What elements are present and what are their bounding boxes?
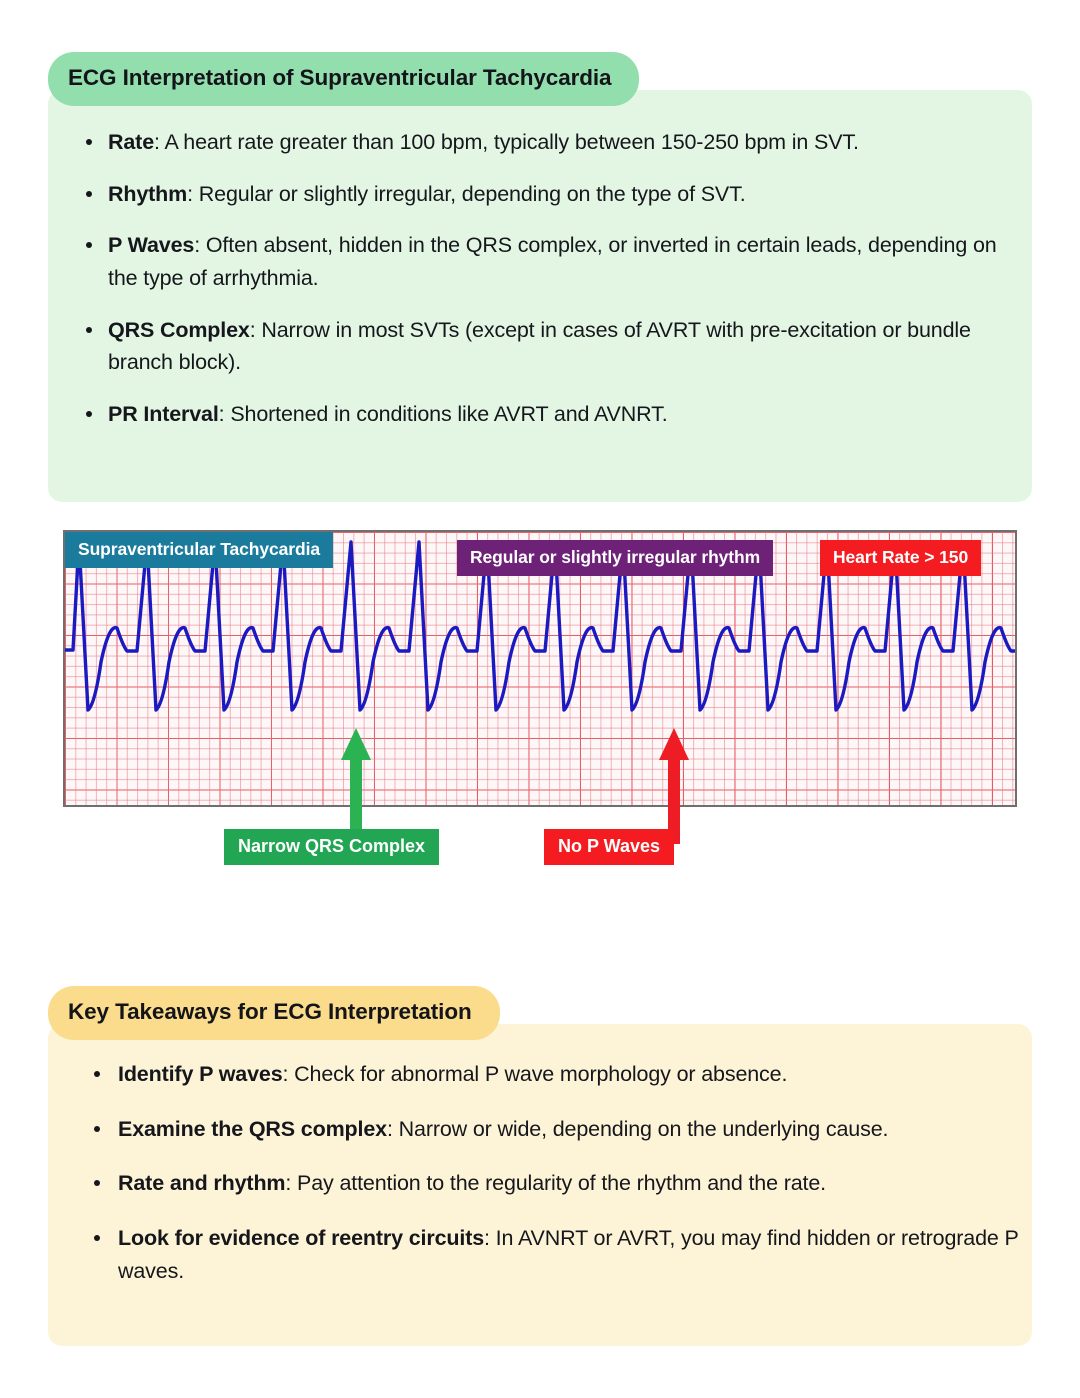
svt-interpretation-card	[48, 52, 1032, 502]
bullet-text: : Check for abnormal P wave morphology or absence.	[282, 1062, 788, 1086]
list-item	[74, 178, 1020, 211]
bullet-text: : Narrow or wide, depending on the underlying cause.	[386, 1116, 889, 1141]
bullet-text: : Shortened in conditions like AVRT and AVNRT.	[218, 402, 668, 427]
bullet-lead: Examine the QRS complex	[118, 1116, 387, 1141]
svt-card-title: ECG Interpretation of Supraventricular Tachycardia	[48, 52, 639, 106]
bullet-lead: Rate and rhythm	[118, 1171, 286, 1196]
bullet-lead: P Waves	[108, 233, 195, 258]
bullet-text: : Pay attention to the regularity of the rhythm and the rate.	[285, 1171, 827, 1196]
takeaways-card-title: Key Takeaways for ECG Interpretation	[48, 986, 500, 1040]
callout-no-p-waves: No P Waves	[544, 829, 674, 865]
bullet-text: : Narrow in most SVTs (except in cases of AVRT with pre-excitation or bundle branch block).	[108, 317, 971, 375]
takeaways-bullet-list	[74, 1058, 1030, 1309]
ecg-rhythm-strip-figure	[63, 530, 1017, 875]
key-takeaways-card	[48, 986, 1032, 1346]
callout-narrow-qrs: Narrow QRS Complex	[224, 829, 439, 865]
p-wave-arrow-icon	[656, 726, 692, 844]
bullet-lead: Rate	[108, 130, 155, 154]
bullet-lead: QRS Complex	[108, 317, 250, 342]
qrs-arrow-icon	[338, 726, 374, 844]
list-item	[74, 229, 1020, 294]
bullet-text: : In AVNRT or AVRT, you may find hidden or retrograde P waves.	[118, 1226, 1019, 1283]
svt-bullet-list	[74, 126, 1020, 431]
list-item	[74, 1222, 1030, 1287]
bullet-text: : Regular or slightly irregular, depending on the type of SVT.	[187, 181, 746, 206]
bullet-lead: PR Interval	[108, 402, 219, 427]
list-item	[74, 398, 1020, 431]
list-item	[74, 314, 1020, 379]
ecg-tag-rhythm-regularity: Regular or slightly irregular rhythm	[457, 540, 773, 576]
bullet-lead: Identify P waves	[118, 1062, 283, 1086]
ecg-tag-rhythm-name: Supraventricular Tachycardia	[65, 532, 333, 568]
bullet-lead: Rhythm	[108, 181, 188, 206]
bullet-text: : Often absent, hidden in the QRS complex, or inverted in certain leads, depending on the type of arrhythmia.	[108, 233, 997, 291]
bullet-text: : A heart rate greater than 100 bpm, typically between 150-250 bpm in SVT.	[154, 130, 859, 154]
list-item	[74, 1113, 1030, 1146]
list-item	[74, 1167, 1030, 1200]
list-item	[74, 1058, 1030, 1091]
list-item	[74, 126, 1020, 159]
ecg-tag-heart-rate: Heart Rate > 150	[820, 540, 981, 576]
bullet-lead: Look for evidence of reentry circuits	[118, 1226, 485, 1251]
